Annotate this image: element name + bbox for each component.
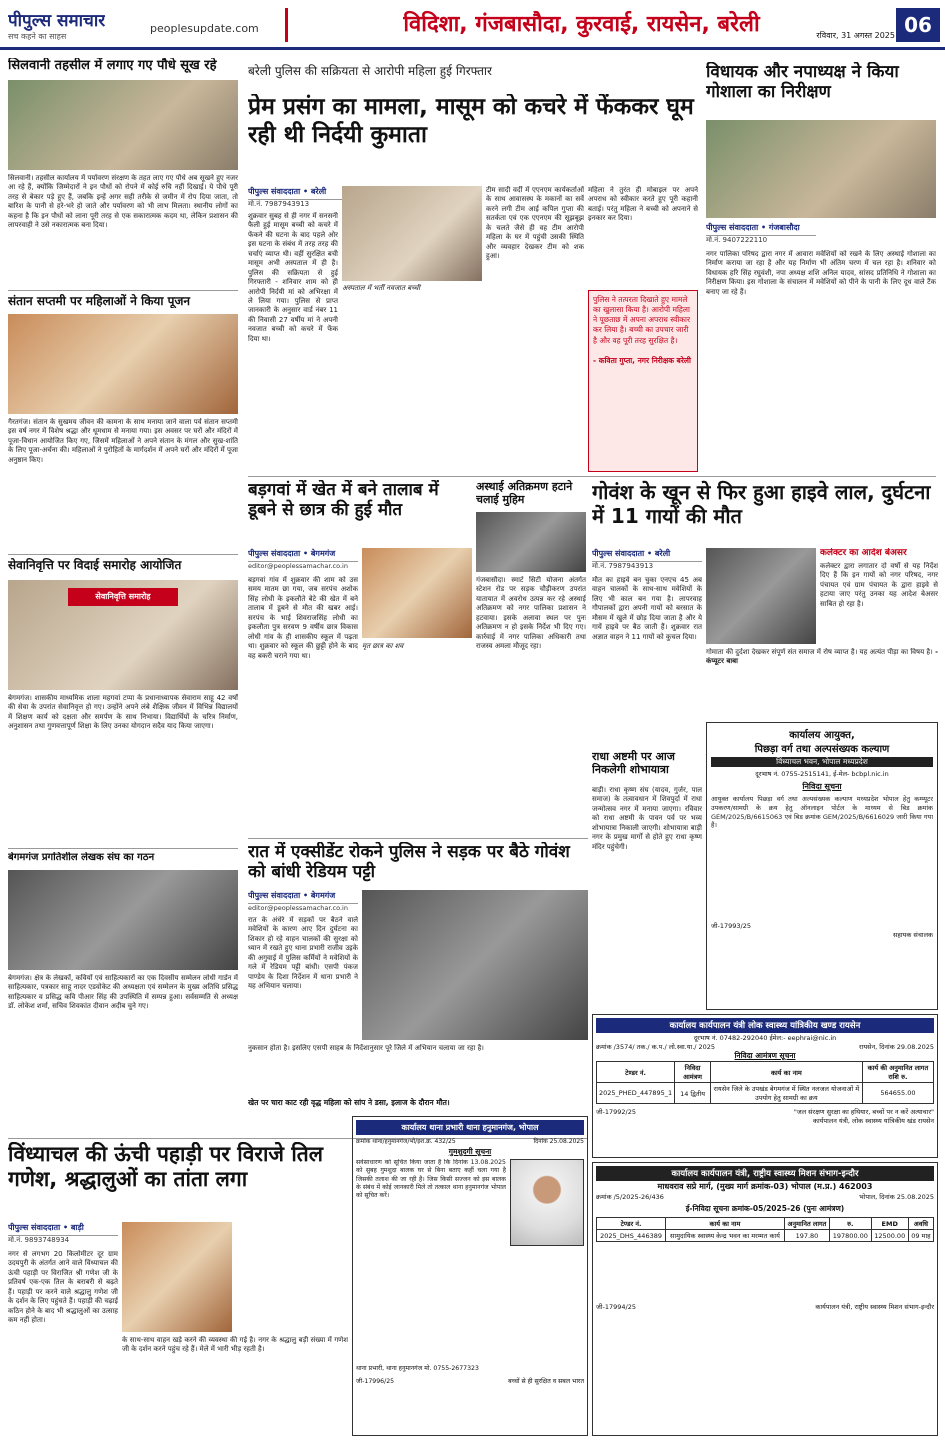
quote-author: - कविता गुप्ता, नगर निरीक्षक बरेली bbox=[593, 355, 691, 365]
kalyan-body: आयुक्त कार्यालय पिछड़ा वर्ग तथा अल्पसंख्यक कल्याण मध्यप्रदेश भोपाल हेतु कम्प्यूटर उपकरण/सामग्री के क्रय हेतु ऑनलाइन पोर्टल के माध्यम से बिड क्रमांक GEM/2025/B/6615063 एवं बिड क्रमांक GEM/2025/B/6616029 जारी किया गया है। bbox=[711, 795, 933, 830]
police-radium-belt-photo bbox=[362, 890, 588, 1040]
nhm-col-time: अवधि bbox=[908, 1218, 933, 1230]
divider bbox=[248, 838, 588, 839]
badgawan-byline: पीपुल्स संवाददाता • बेगमगंज bbox=[248, 548, 358, 562]
masthead bbox=[0, 0, 945, 50]
gaushala-inspection-photo bbox=[706, 120, 936, 218]
bareli-headline[interactable]: प्रेम प्रसंग का मामला, मासूम को कचरे में फेंककर घूम रही थी निर्दयी कुमाता bbox=[248, 94, 694, 148]
thana-body: सर्वसाधारण को सूचित किया जाता है कि दिनांक 13.08.2025 को सुबह गुमशुदा बालक घर से बिना बताए कहीं चला गया है जिसकी तलाश की जा रही है। जिस किसी सज्जन को इस बालक के संबंध में कोई जानकारी मिले तो तत्काल थाना हनुमानगंज भोपाल को सूचित करें। bbox=[356, 1159, 506, 1200]
vidhayak-headline[interactable]: विधायक और नपाध्यक्ष ने किया गोशाला का निरीक्षण bbox=[706, 62, 899, 103]
nhm-row-time: 09 माह bbox=[908, 1230, 933, 1242]
govansh-body: मौत का हाइवे बन चुका एनएच 45 अब वाहन चालकों के साथ-साथ मवेशियों के लिए भी काल बन गया है। लापरवाह गौपालकों द्वारा अपनी गायों को बरसात के मौसम में खुले में छोड़ दिया जाता है और ये गायें हाइवे पर बैठ जाती हैं। शुक्रवार रात अज्ञात वाहन ने 11 गायों को कुचल दिया। bbox=[592, 576, 702, 641]
bareli-body-cont: टीम सादी वर्दी में एएनएम कार्यकर्ताओं के साथ आवासस्थ के मकानों का सर्वे करने लगी टीम आई कपिल गुप्ता की सतर्कता एवं एक एएनएम की सूझबूझ के चलते जैसे ही वह टीम आरोपी महिला के घर में पहुंची उसकी स्थिति और व्यवहार देखकर टीम को शक हुआ। bbox=[486, 186, 584, 261]
radha-body: बाड़ी। राधा कृष्ण संघ (यादव, गुर्जर, पाल समाज) के तत्वावधान में शिवपुर्दा में राधा जन्मोत्सव नगर में मनाया जाएगा। रविवार को राधा अष्टमी के पावन पर्व पर भव्य शोभायात्रा निकाली जाएगी। शोभायात्रा बाड़ी नगर के प्रमुख मार्गों से होते हुए राधा कृष्ण मंदिर पहुंचेगी। bbox=[592, 786, 702, 851]
phe-sign: कार्यपालन यंत्री, लोक स्वास्थ्य यांत्रिकीय खंड रायसेन bbox=[812, 1117, 934, 1125]
kalyan-tender-ad bbox=[706, 722, 938, 1010]
bareli-mobile: मो.नं. 7987943913 bbox=[248, 200, 310, 208]
infant-caption: अस्पताल में भर्ती नवजात बच्ची bbox=[342, 284, 421, 292]
divider bbox=[590, 476, 936, 477]
phe-col-work: कार्य का नाम bbox=[710, 1062, 862, 1083]
santan-headline[interactable]: संतान सप्तमी पर महिलाओं ने किया पूजन bbox=[8, 294, 191, 308]
nhm-col-work: कार्य का नाम bbox=[666, 1218, 785, 1230]
phe-row-work: रायसेन जिले के उपखंड बेगमगंज में स्थित नलजल योजनाओं में उपयोग हेतु सामग्री का क्रय bbox=[710, 1083, 862, 1104]
badgawan-headline[interactable]: बड़गवां में खेत में बने तालाब में डूबने से छात्र की हुई मौत bbox=[248, 480, 439, 521]
thana-refno: क्रमांक थाना/हनुमानगंज/भो/इश.क्र. 432/25 bbox=[356, 1138, 456, 1145]
phe-slogan: "जल संरक्षण सुरक्षा का हथियार, बच्चों पर न करें अत्याचार" bbox=[793, 1108, 934, 1116]
divider bbox=[8, 848, 238, 849]
phe-col-call: निविदा आमंत्रण bbox=[675, 1062, 711, 1083]
kalyan-phone: दूरभाष नं. 0755-2515141, ई-मेल- bcbpl.nic.in bbox=[755, 770, 889, 778]
website-link[interactable]: peoplesupdate.com bbox=[150, 22, 259, 35]
thana-contact: थाना प्रभारी, थाना हनुमानगंज मो. 0755-2677323 bbox=[356, 1365, 479, 1372]
quote-text: पुलिस ने तत्परता दिखाते हुए मामले का खुलासा किया है। आरोपी महिला ने पूछताछ में अपना अपराध स्वीकार कर लिया है। बच्ची का उपचार जारी है और वह पूरी तरह सुरक्षित है। bbox=[593, 295, 691, 345]
nhm-ref-row bbox=[596, 1192, 934, 1201]
nhm-col-amount: रु. bbox=[830, 1218, 871, 1230]
writers-meeting-photo bbox=[8, 870, 238, 970]
phe-date: रायसेन, दिनांक 29.08.2025 bbox=[859, 1043, 934, 1051]
phe-row-tender: 2025_PHED_447895_1 bbox=[597, 1083, 675, 1104]
nhm-footer bbox=[596, 1302, 934, 1311]
accident-byline: पीपुल्स संवाददाता • बेगमगंज bbox=[248, 890, 358, 904]
phe-title: कार्यालय कार्यपालन यंत्री लोक स्वास्थ्य यांत्रिकीय खण्ड रायसेन bbox=[596, 1018, 934, 1033]
nhm-col-cost: अनुमानित लागत bbox=[784, 1218, 829, 1230]
student-body-photo bbox=[362, 548, 472, 638]
missing-boy-photo bbox=[510, 1159, 584, 1246]
badgawan-caption: मृत छात्र का शव bbox=[362, 642, 404, 650]
kalyan-ref: जी-17993/25 bbox=[711, 922, 751, 930]
dry-plants-photo bbox=[8, 80, 238, 170]
ceremony-banner: सेवानिवृत्ति समारोह bbox=[68, 588, 178, 606]
retirement-body: बेगमगंज। शासकीय माध्यमिक शाला महगवां टप्पा के प्रधानाध्यापक सेवाराम साहू 42 वर्षों की सेवा के उपरांत सेवानिवृत्त हो गए। उन्होंने अपने लंबे शैक्षिक जीवन में विभिन्न विद्यालयों में शिक्षण कार्य को दक्षता और समर्पण के साथ निभाया। विद्यार्थियों के चरित्र निर्माण, अनुशासन तथा गुणवत्तापूर्ण शिक्षा के लिए उनका योगदान सदैव याद किया जाएगा। bbox=[8, 694, 238, 731]
badgawan-email: editor@peoplessamachar.co.in bbox=[248, 562, 348, 570]
kalyan-notice: निविदा सूचना bbox=[802, 782, 842, 791]
nhm-address: माधवराव सप्रे मार्ग, (मुख्य मार्ग क्रमांक-03) भोपाल (म.प्र.) 462003 bbox=[657, 1182, 873, 1191]
govansh-headline[interactable]: गोवंश के खून से फिर हुआ हाइवे लाल, दुर्घटना में 11 गायों की मौत bbox=[592, 480, 931, 528]
phe-col-cost: कार्य की अनुमानित लागत राशि रु. bbox=[862, 1062, 933, 1083]
govansh-mobile: मो.नं. 7987943913 bbox=[592, 562, 654, 570]
vidhayak-body: नगर पालिका परिषद द्वारा नगर में आवारा मवेशियों को रखने के लिए अस्थाई गोशाला का निर्माण कराया जा रहा है और यह निर्माण भी अंतिम चरण में चल रहा है। शनिवार को विधायक हरि सिंह रघुवंशी, नपा अध्यक्ष शशि अनिल यादव, सांसद प्रतिनिधि ने गोशाला का निरीक्षण किया। इस गोशाला के संचालन में मवेशियों को पीने के पानी के लिए दूध वाले टैंक बनाए जा रहे हैं। bbox=[706, 250, 936, 296]
encroachment-photo bbox=[476, 512, 586, 572]
nhm-row-work: सामुदायिक स्वास्थ्य केन्द्र भवन का मरम्मत कार्य bbox=[666, 1230, 785, 1242]
nhm-notice: ई-निविदा सूचना क्रमांक-05/2025-26 (पुनः आमंत्रण) bbox=[685, 1204, 845, 1213]
phe-row-cost: 564655.00 bbox=[862, 1083, 933, 1104]
santan-body: गैरतगंज। संतान के सुखमय जीवन की कामना के साथ मनाया जाने वाला पर्व संतान सप्तमी इस वर्ष नगर में विशेष श्रद्धा और धूमधाम से मनाया गया। इस अवसर पर घरों और मंदिरों में पूजा-विधान आयोजित किए गए, जिसमें महिलाओं ने अपने संतान के मंगल और सुख-शांति के लिए पूजा-अर्चना की। महिलाओं ने पुरोहितों के मार्गदर्शन में अपने घरों और मंदिरों में पूजा अनुष्ठान किए। bbox=[8, 418, 238, 464]
badgawan-body: बड़गवां गांव में शुक्रवार की शाम को उस समय मातम छा गया, जब सरपंच अशोक सिंह लोधी के इकलौते बेटे की खेत में बने तालाब में डूबने से मौत की खबर आई। सरपंच के भाई शिवराजसिंह लोधी का इकलौता पुत्र सरवण 9 वर्षीय छात्र विकास लोधी गांव के ही शासकीय स्कूल में पढ़ता था। शुक्रवार को स्कूल की छुट्टी होने के बाद वह बकरी चराने गया था। bbox=[248, 576, 358, 660]
bareli-body: शुक्रवार सुबह से ही नगर में सनसनी फैली हुई मासूम बच्ची को कचरे में फेंकने की घटना के बाद पहले ओर इस घटना के संबंध में तरह तरह की चर्चाएं व्याप्त थी। वहीं सुरक्षित बची मासूम अभी अस्पताल में ही है। पुलिस की सक्रियता से हुई गिरफ्तारी - शनिवार शाम को ही आरोपी निर्दयी मां को अभिरक्षा में ले लिया गया। पुलिस से प्राप्त जानकारी के अनुसार वार्ड नंबर 11 की निवासी 27 वर्षीय मां ने अपनी नवजात बच्ची को कचरे में फेंक दिया था। bbox=[248, 212, 338, 343]
thana-notice: गुमशुदगी सूचना bbox=[448, 1147, 492, 1156]
accident-headline[interactable]: रात में एक्सीडेंट रोकने पुलिस ने सड़क पर बैठे गोवंश को बांधी रेडियम पट्टी bbox=[248, 842, 570, 883]
issue-date: रविवार, 31 अगस्त 2025 bbox=[816, 31, 895, 40]
phe-col-tender: टेण्डर नं. bbox=[597, 1062, 675, 1083]
radha-headline[interactable]: राधा अष्टमी पर आज निकलेगी शोभायात्रा bbox=[592, 750, 675, 777]
divider bbox=[8, 554, 238, 555]
bareli-kicker: बरेली पुलिस की सक्रियता से आरोपी महिला हुई गिरफ्तार bbox=[248, 64, 492, 78]
govansh-caption: गोमाता की दुर्दशा देखकर संपूर्ण संत समाज में रोष व्याप्त है। यह अत्यंत पीड़ा का विषय है। - कंप्यूटर बाबा bbox=[706, 648, 938, 666]
nhm-row-tender: 2025_DHS_446389 bbox=[597, 1230, 666, 1242]
atikraman-body: गंजबासौदा। स्मार्ट सिटी योजना अंतर्गत स्टेशन रोड पर सड़क चौड़ीकरण उपरांत यातायात में अवरोध उत्पन्न कर रहे अस्थाई अतिक्रमण को नगर पालिका प्रशासन ने हटवाया। इसके अलावा स्थल पर पुनः अतिक्रमण न हो इसके निर्देश भी दिए गए। कार्रवाई में नगर पालिका अधिकारी तथा राजस्व अमला मौजूद रहा। bbox=[476, 576, 586, 651]
phe-row-call: 14 द्वितीय bbox=[675, 1083, 711, 1104]
page-number: 06 bbox=[896, 8, 940, 42]
thana-content bbox=[356, 1159, 584, 1359]
kalyan-office: कार्यालय आयुक्त, bbox=[789, 730, 855, 741]
govansh-byline: पीपुल्स संवाददाता • बरेली bbox=[592, 548, 702, 562]
vindhyachal-headline[interactable]: विंध्याचल की ऊंची पहाड़ी पर विराजे तिल गणेश, श्रद्धालुओं का तांता लगा bbox=[8, 1142, 323, 1192]
newspaper-logo[interactable]: पीपुल्स समाचार सच कहने का साहस bbox=[8, 11, 106, 41]
phe-notice: निविदा आमंत्रण सूचना bbox=[734, 1051, 796, 1060]
accident-email: editor@peoplessamachar.co.in bbox=[248, 904, 348, 912]
lekhak-body: बेगमगंज। क्षेत्र के लेखकों, कवियों एवं साहित्यकारों का एक दिवसीय सम्मेलन लोधी गार्डन में साहित्यकार, पत्रकार साहू नादर एडवोकेट की अध्यक्षता एवं सम्मेलन के मुख्य अतिथि प्रसिद्ध साहित्यकार व प्रसिद्ध कवि पीआर सिंह की उपस्थिति में सम्पन्न हुआ। सर्वसम्मति से अध्यक्ष डॉ. लोकेश शर्मा, सचिव शिवकांत दीवान अदीब चुने गए। bbox=[8, 974, 238, 1011]
thana-missing-ad bbox=[352, 1116, 588, 1436]
nhm-row-emd: 12500.00 bbox=[871, 1230, 908, 1242]
phe-ref-row bbox=[596, 1042, 934, 1051]
phe-refno: क्रमांक /3574/ तक./ क.प./ लो.स्वा.या./ 2025 bbox=[596, 1043, 716, 1051]
atikraman-headline[interactable]: अस्थाई अतिक्रमण हटाने चलाई मुहिम bbox=[476, 480, 573, 507]
accident-body: रात के अंधेरे में सड़कों पर बैठने वाले मवेशियों के कारण आए दिन दुर्घटना का शिकार हो रहे वाहन चालकों की सुरक्षा को ध्यान में रखते हुए थाना प्रभारी राजीव उइके की अगुवाई में पुलिस कर्मियों ने मवेशियों के गले में रेडियम पट्टी बांधी। एसपी पंकज पाण्डेय के दिशा निर्देशन में थाना प्रभारी ने यह अभियान चलाया। bbox=[248, 916, 358, 991]
nhm-row-amount: 197800.00 bbox=[830, 1230, 871, 1242]
retirement-ceremony-photo bbox=[8, 580, 238, 690]
thana-title: कार्यालय थाना प्रभारी थाना हनुमानगंज, भोपाल bbox=[356, 1120, 584, 1135]
nhm-row-cost: 197.80 bbox=[784, 1230, 829, 1242]
lekhak-headline[interactable]: बेगमगंज प्रगतिशील लेखक संघ का गठन bbox=[8, 852, 155, 863]
table-row bbox=[597, 1230, 934, 1242]
thana-ref-row bbox=[356, 1137, 584, 1145]
nhm-refno: क्रमांक /5/2025-26/436 bbox=[596, 1193, 664, 1201]
phe-tender-ad bbox=[592, 1014, 938, 1158]
accident-caption: नुकसान होता है। इसलिए एसपी साहब के निर्देशानुसार पूरे जिले में अभियान चलाया जा रहा है। bbox=[248, 1044, 484, 1052]
nhm-col-emd: EMD bbox=[871, 1218, 908, 1230]
thana-footer bbox=[356, 1376, 584, 1385]
phe-footer bbox=[596, 1107, 934, 1116]
accident-footer-news[interactable]: खेत पर चारा काट रही वृद्ध महिला को सांप ने डसा, इलाज के दौरान मौत। bbox=[248, 1098, 450, 1107]
nhm-tender-table bbox=[596, 1217, 934, 1242]
thana-ref: जी-17996/25 bbox=[356, 1378, 395, 1385]
vindhyachal-byline: पीपुल्स संवाददाता • बाड़ी bbox=[8, 1222, 118, 1236]
silwani-body: सिलवानी। तहसील कार्यालय में पर्यावरण संरक्षण के तहत लाए गए पौधे अब सूखने हुए नजर आ रहे हैं, क्योंकि जिम्मेदारों ने इन पौधों को रोपने में कोई रुचि नहीं दिखाई। ये पौधे पूरी तरह से बेकार पड़े हुए हैं, जबकि इन्हें अगर सही तरीके से जमीन में रोप दिया जाता, तो बारिश के पानी से हरे-भरे हो जाते और पर्यावरण को भी लाभ मिलता। स्थानीय लोगों का कहना है कि इन पौधों को लाना पूरी तरह से एक सकारात्मक कदम था, लेकिन प्रशासन की लापरवाही ने उसे नकारात्मक बना दिया। bbox=[8, 174, 238, 230]
kalyan-dept: पिछड़ा वर्ग तथा अल्पसंख्यक कल्याण bbox=[754, 744, 890, 755]
bareli-body-cont2: महिला ने तुरंत ही मोबाइल पर अपने अपराध को स्वीकार करते हुए पूरी कहानी बताई। परंतु महिला ने बच्ची को अपनाने से इनकार कर दिया। bbox=[588, 186, 698, 223]
nhm-date: भोपाल, दिनांक 25.08.2025 bbox=[859, 1193, 934, 1201]
phe-tender-table bbox=[596, 1061, 934, 1104]
women-puja-photo bbox=[8, 314, 238, 414]
vindhyachal-body: नगर से लगभग 20 किलोमीटर दूर ग्राम उदयपुरी के अंतर्गत आने वाले विंध्याचल की ऊंची पहाड़ी पर विराजित श्री गणेश जी के प्रतिवर्ष एक-एक तिल के बराबरी से बढ़ते हैं। पहाड़ी पर करने वाले श्रद्धालु गणेश जी के दर्शन के लिए पहुंचते हैं। पहाड़ी की चढ़ाई कठिन होने के बाद भी श्रद्धालुओं का उत्साह कम नहीं होता। bbox=[8, 1250, 118, 1325]
nhm-sign: कार्यपालन यंत्री, राष्ट्रीय स्वास्थ्य मिशन संभाग-इन्दौर bbox=[815, 1303, 934, 1311]
phe-phone: दूरभाष नं. 07482-292040 ईमेल:- eephrai@nic.in bbox=[693, 1034, 837, 1042]
collector-body: कलेक्टर द्वारा लगातार दो वर्षों से यह निर्देश दिए हैं कि इन गायों को नगर परिषद, नगर पंचायत एवं ग्राम पंचायत के द्वारा हाइवे से हटाया जाए परंतु उनका यह आदेश बेअसर साबित हो रहा है। bbox=[820, 562, 938, 608]
thana-date: दिनांक 25.08.2025 bbox=[533, 1138, 584, 1145]
table-row bbox=[597, 1083, 934, 1104]
ganesh-idol-photo bbox=[122, 1222, 232, 1332]
vidhayak-mobile: मो.नं. 9407222110 bbox=[706, 236, 768, 244]
edition-cities: विदिशा, गंजबासौदा, कुरवाई, रायसेन, बरेली bbox=[285, 8, 875, 42]
police-quote-box bbox=[588, 290, 698, 472]
retirement-headline[interactable]: सेवानिवृत्ति पर विदाई समारोह आयोजित bbox=[8, 558, 182, 572]
vindhyachal-mobile: मो.नं. 9893748934 bbox=[8, 1236, 70, 1244]
nhm-title: कार्यालय कार्यपालन यंत्री, राष्ट्रीय स्वास्थ्य मिशन संभाग-इन्दौर bbox=[596, 1166, 934, 1181]
thana-slogan: बच्चों से ही सुरक्षित व सबल भारत bbox=[508, 1378, 584, 1385]
nhm-ref: जी-17994/25 bbox=[596, 1303, 636, 1311]
dead-cows-highway-photo bbox=[706, 548, 816, 644]
infant-hospital-photo bbox=[342, 186, 482, 281]
silwani-headline[interactable]: सिलवानी तहसील में लगाए गए पौधे सूख रहे bbox=[8, 58, 217, 73]
collector-subhead: कलेक्टर का आदेश बेअसर bbox=[820, 548, 907, 558]
kalyan-address: विंध्याचल भवन, भोपाल मध्यप्रदेश bbox=[711, 757, 933, 767]
tagline: सच कहने का साहस bbox=[8, 32, 67, 41]
divider bbox=[8, 290, 238, 291]
phe-ref: जी-17992/25 bbox=[596, 1108, 636, 1116]
nhm-tender-ad bbox=[592, 1162, 938, 1436]
kalyan-sign: सहायक संचालक bbox=[893, 931, 933, 939]
vindhyachal-body-cont: के साथ-साथ वाहन खड़े करने की व्यवस्था की गई है। नगर के श्रद्धालु बड़ी संख्या में गणेश जी के दर्शन करने पहुंच रहे हैं। मेले में भारी भीड़ रहती है। bbox=[122, 1336, 348, 1354]
bareli-byline: पीपुल्स संवाददाता • बरेली bbox=[248, 186, 386, 200]
govansh-caption-author: - कंप्यूटर बाबा bbox=[706, 648, 938, 666]
nhm-col-tender: टेण्डर नं. bbox=[597, 1218, 666, 1230]
vidhayak-byline: पीपुल्स संवाददाता • गंजबासौदा bbox=[706, 222, 816, 236]
